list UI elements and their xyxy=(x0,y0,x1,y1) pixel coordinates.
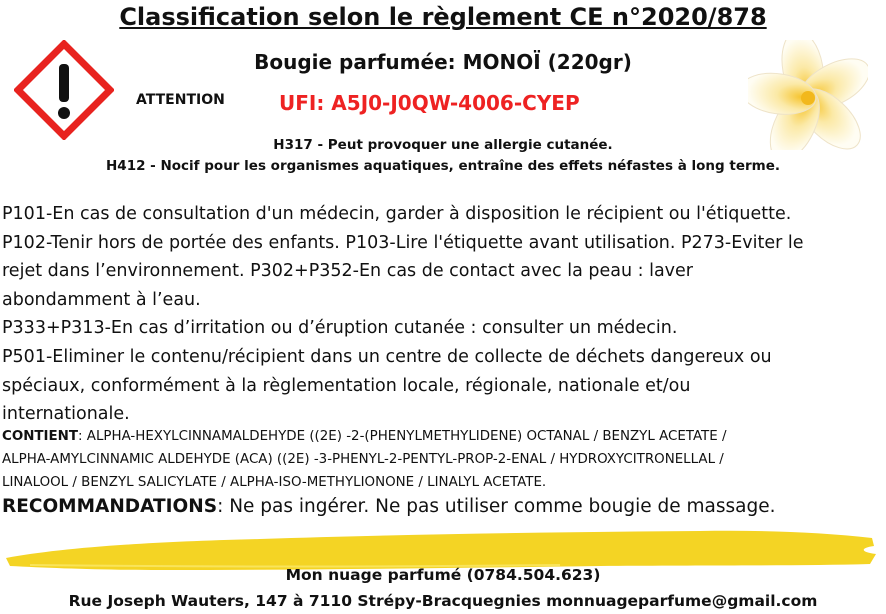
company-name: Mon nuage parfumé (0784.504.623) xyxy=(285,566,601,584)
precaution-line: internationale. xyxy=(2,404,130,425)
ghs07-exclamation-icon xyxy=(14,40,114,140)
recommendations xyxy=(2,496,775,517)
ingredients-block xyxy=(2,425,886,494)
ingredients-label: CONTIENT xyxy=(2,429,79,444)
ingredients-line xyxy=(2,425,886,448)
hazard-statement-h317: H317 - Peut provoquer une allergie cutanée. xyxy=(273,137,613,153)
label-title: Classification selon le règlement CE n°2020/878 xyxy=(119,3,767,31)
precaution-line: P501-Eliminer le contenu/récipient dans un centre de collecte de déchets dangereux ou xyxy=(2,346,772,367)
product-name: Bougie parfumée: MONOÏ (220gr) xyxy=(254,50,632,74)
recommendations-text: : Ne pas ingérer. Ne pas utiliser comme bougie de massage. xyxy=(217,496,776,517)
ingredients-text: : ALPHA-HEXYLCINNAMALDEHYDE ((2E) -2-(PHENYLMETHYLIDENE) OCTANAL / BENZYL ACETATE / xyxy=(78,429,727,444)
precautionary-statements xyxy=(2,200,886,429)
company-address: Rue Joseph Wauters, 147 à 7110 Strépy-Bracquegnies monnuageparfume@gmail.com xyxy=(68,592,818,610)
precaution-line: abondamment à l’eau. xyxy=(2,289,201,310)
ufi-code: UFI: A5J0-J0QW-4006-CYEP xyxy=(279,91,580,115)
precaution-line: P102-Tenir hors de portée des enfants. P103-Lire l'étiquette avant utilisation. P273-Eviter le xyxy=(2,232,804,253)
signal-word: ATTENTION xyxy=(136,92,225,108)
ingredients-line: ALPHA-AMYLCINNAMIC ALDEHYDE (ACA) ((2E) -3-PHENYL-2-PENTYL-PROP-2-ENAL / HYDROXYCITRONELLAL / xyxy=(2,452,724,467)
hazard-statement-h412: H412 - Nocif pour les organismes aquatiques, entraîne des effets néfastes à long terme. xyxy=(106,158,780,174)
ingredients-line: LINALOOL / BENZYL SALICYLATE / ALPHA-ISO-METHYLIONONE / LINALYL ACETATE. xyxy=(2,475,547,490)
recommendations-label: RECOMMANDATIONS xyxy=(2,496,218,517)
precaution-line: rejet dans l’environnement. P302+P352-En cas de contact avec la peau : laver xyxy=(2,261,694,282)
frangipani-flower-icon xyxy=(748,40,868,150)
precaution-line: spéciaux, conformément à la règlementation locale, régionale, nationale et/ou xyxy=(2,375,691,396)
precaution-line: P333+P313-En cas d’irritation ou d’éruption cutanée : consulter un médecin. xyxy=(2,318,678,339)
precaution-line: P101-En cas de consultation d'un médecin, garder à disposition le récipient ou l'étiquette. xyxy=(2,204,792,224)
